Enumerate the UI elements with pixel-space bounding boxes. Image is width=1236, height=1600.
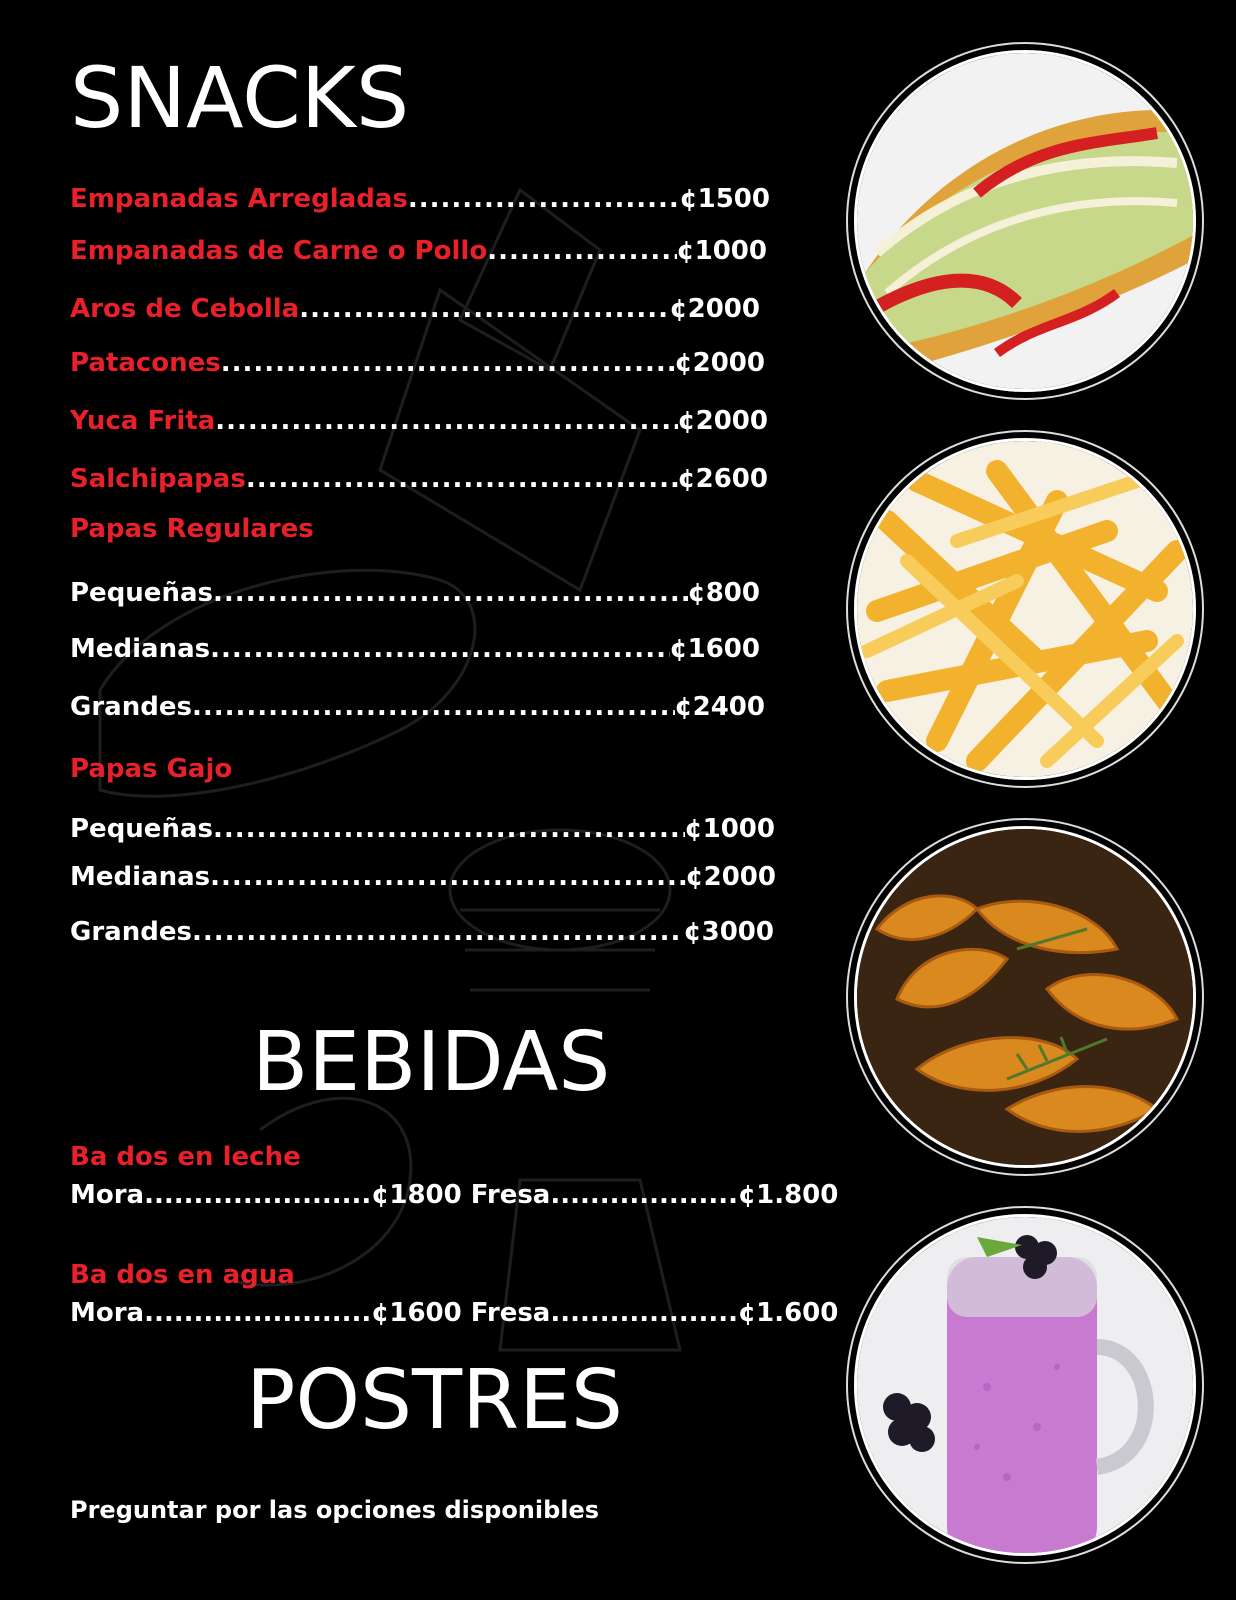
item-price: ¢1500: [679, 184, 770, 214]
snacks-heading: SNACKS: [70, 49, 410, 147]
potato-wedges-photo: [854, 826, 1196, 1168]
leader-dots: [192, 917, 684, 947]
item-price: ¢3000: [683, 917, 774, 947]
category-label-batidos-agua: Ba dos en agua: [70, 1260, 295, 1290]
menu-item: [70, 917, 774, 947]
menu-item: [70, 814, 775, 844]
item-name: Pequeñas: [70, 814, 213, 844]
leader-dots: [408, 184, 680, 214]
item-price: ¢1000: [684, 814, 775, 844]
bebidas-heading: BEBIDAS: [252, 1015, 611, 1110]
menu-item: [70, 348, 765, 378]
item-price: ¢2000: [685, 862, 776, 892]
item-name: Aros de Cebolla: [70, 294, 300, 324]
item-name: Pequeñas: [70, 578, 213, 608]
fries-photo: [854, 438, 1196, 780]
item-price: ¢2000: [669, 294, 760, 324]
item-price: ¢2600: [677, 464, 768, 494]
item-name: Patacones: [70, 348, 221, 378]
menu-item: [70, 578, 760, 608]
item-name: Medianas: [70, 862, 211, 892]
item-price: ¢1600: [669, 634, 760, 664]
leader-dots: [221, 348, 675, 378]
leader-dots: [213, 578, 688, 608]
item-price: ¢2400: [674, 692, 765, 722]
menu-item: [70, 184, 770, 214]
item-name: Yuca Frita: [70, 406, 216, 436]
leader-dots: [213, 814, 685, 844]
category-label-papas-regulares: Papas Regulares: [70, 514, 314, 544]
leader-dots: [246, 464, 678, 494]
item-name: Empanadas de Carne o Pollo: [70, 236, 488, 266]
leader-dots: [487, 236, 676, 266]
menu-item: [70, 406, 768, 436]
menu-item: [70, 464, 768, 494]
menu-item: [70, 634, 760, 664]
menu-item: [70, 236, 767, 266]
postres-note: Preguntar por las opciones disponibles: [70, 1496, 600, 1524]
leader-dots: [210, 634, 669, 664]
leader-dots: [210, 862, 685, 892]
item-price: ¢2000: [677, 406, 768, 436]
leader-dots: [192, 692, 675, 722]
menu-item: [70, 294, 760, 324]
leader-dots: [215, 406, 677, 436]
berry-smoothie-photo: [854, 1214, 1196, 1556]
item-price: ¢1000: [676, 236, 767, 266]
postres-heading: POSTRES: [246, 1353, 623, 1448]
item-name: Salchipapas: [70, 464, 246, 494]
item-name: Grandes: [70, 917, 192, 947]
category-label-papas-gajo: Papas Gajo: [70, 754, 233, 784]
empanada-photo: [854, 50, 1196, 392]
category-label-batidos-leche: Ba dos en leche: [70, 1142, 301, 1172]
item-price: ¢2000: [674, 348, 765, 378]
menu-item: [70, 862, 776, 892]
item-name: Empanadas Arregladas: [70, 184, 408, 214]
leader-dots: [299, 294, 669, 324]
menu-item: [70, 692, 765, 722]
item-price: ¢800: [687, 578, 760, 608]
item-name: Medianas: [70, 634, 211, 664]
item-name: Grandes: [70, 692, 192, 722]
drink-price-line: Mora.......................¢1800 Fresa...................¢1.800: [70, 1180, 839, 1210]
drink-price-line: Mora.......................¢1600 Fresa...................¢1.600: [70, 1298, 839, 1328]
